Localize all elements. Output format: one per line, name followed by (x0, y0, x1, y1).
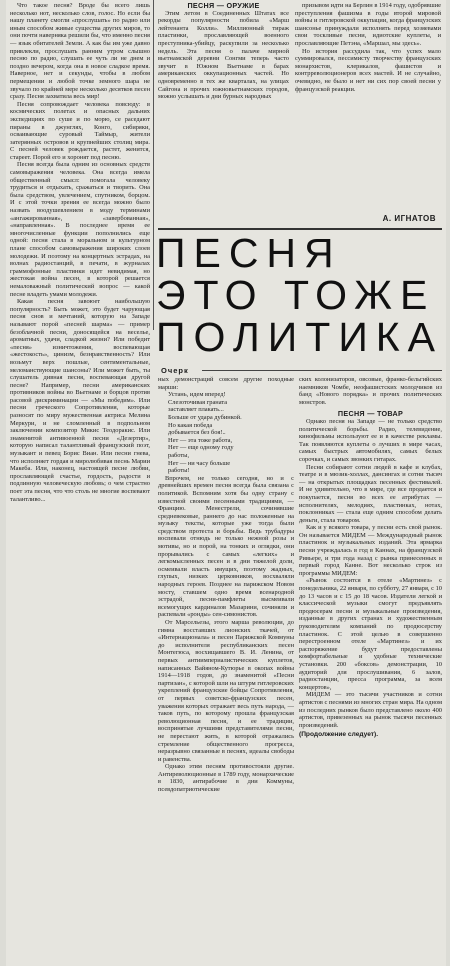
paragraph: Этим летом в Соединенных Штатах все рекорды популярности побила «Марш лейтенанта Колли». Миллионный тираж пластинки, прославляющей военного преступника-убийцу, раскупили за несколько недель. Эта песня о палаче мирной вьетнамской деревни Сонгми теперь часто звучит в Южном Вьетнаме в барах американских оккупационных частей. Но одновременно в тех же кварталах, на улицах Сайгона и прочих южновьетнамских городов, можно услышать и дни бурных народных (158, 9, 289, 101)
poem-line: добывается без боя!.. (168, 429, 226, 437)
paragraph: Как и у всякого товара, у песни есть свой рынок. Он называется МИДЕМ — Международный рынок пластинок и музыкальных изданий. Эта ярмарка песни учреждалась в год в Каннах, на французской Ривьере, и три года назад с рынка принесенных в первый город Канне. Вот несколько строк из программы МИДЕМ: (299, 524, 442, 577)
paragraph: Песня всегда была одним из основных средств самовыражения человека. Она всегда имела общественный смысл: помогала человеку трудиться и отдыхать, сражаться и творить. Она была средством, увлечением, спутником, борцом. И с этой точки зрения ее всегда можно было назвать воодушевлением в моду терминами «ангажированная», «завербованная», «направленная». В последнее время ее многочисленные функции пополнились еще одной: песня стала в моральном и культурном плане способом самовыражения широких слоев молодежи. И поэтому на концертных эстрадах, на волнах радиостанций, в печати, в журналах граммофонные пластинки идет невидимая, но жестокая война песен, в которой решается немаловажный политический вопрос — какой песне владеть умами молодежи. (10, 161, 150, 298)
column-divider (153, 0, 154, 330)
poem-line: Но какая победа (168, 421, 213, 429)
paragraph: «Рынок состоится в отеле «Мартинез» с понедельника, 22 января, по субботу, 27 января, с 10 до 13 часов и с 15 до 18 часов. Издатели легкой и классической музыки смогут предъявлять продюсерам песни и музыкальные произведения, изданные в других странах и художественным руководителям компаний по продюсерству пластинок. С этой целью в совершенно перестроенном отеле «Мартинез» и их распоряжение будут предоставлены комфортабельные и удобные технические установки. 200 «боксов» демонстрации, 10 аудиторий для прослушивания, 6 залов, радиостанции, пресса программа, за всем концертов», (299, 577, 442, 691)
column-1 (10, 2, 150, 960)
headline-line: ПОЛИТИКА (156, 314, 444, 360)
paragraph: Впрочем, не только сегодня, но и с древнейших времен песня всегда была связана с политикой. Вспомним хотя бы одну страну с известной своими песенными традициями, — Францию. Менестрели, сочинявшие средневековые, раннего до нас положенные на музыку тексты, которые уже тогда были средством протеста и борьбы. Ведь трубадуры воспевали отнюдь не только нежной розы и мотивы, но и порой, на тонких и оглядки, они прорывались с самых «легких» и легкомысленных песен и в дни тяжелой доли, осмеивали власть имущих, поэтому жадных, глупых, низких церковников, восхваляли народных героев. Позднее на парижском Новом мосту, ставшем одно время всенародной эстрадой, песни-памфлеты высмеивали всемогущих кардиналов Мазарини, сочиняли и распевали «ронды» сен-симонистов. (158, 474, 294, 619)
poem-line: работы, (168, 451, 190, 459)
paragraph: Что такое песня? Вроде бы всего лишь несколько нот, несколько слов, голос. Но если бы нашу планету смогли «прослушать» по радио или иным способом живые существа других миров, то они почти наверняка решили бы, что именно песня — язык обитателей Земли. А как бы им уже давно привлекли, прослушать ранним утром слышно песню по радио, слушать ее чуть ли не днем и поздно вечером, когда она в новое сладкое время. Наверное, нет и секунды, чтобы в любом пермещении и любой точке земного шара не звучало по крайней мере несколько десятков песен сразу. Песня захватила весь мир! (10, 2, 150, 101)
paragraph: От Марсельезы, этого марша революции, до гимна восставших лионских ткачей, от «Интернационала» и песен Парижской Коммуны до исполнителя республиканских песен Монтегюса, восхищавшего В. И. Ленина, от первых антиимпериалистических куплетов, написанных Вайяном-Кутюрье в окопах войны 1914—1918 годов, до знаменитой «Песни партизан», с которой шли на штурм гитлеровских укреплений французские бойцы Сопротивления, от первых советско-французских песен, уважения которых отражает весь путь народа, — таков путь, по которому прошла французская революционная песня, и ее традиции, воспринятые лучшими представителями песни, не перестают жить, в которой отражались стремление общественного прогресса, неразрывно связанные в песнях, идеалы свободы и равенства. (158, 619, 294, 763)
paragraph: Однако песня на Западе — не только средство политической борьбы. Радио, телевидение, кинофильмы используют ее и в качестве рекламы. Так появляются куплеты о лучших в мире часах, самых быстрых автомобилях, самых белых сорочках, и самых звонких гитарах. (299, 417, 442, 463)
paragraph: призывом идти на Берлин в 1914 году, одобрявшие преступления фашизма в годы второй мировой войны и гитлеровской оккупации, когда французских шансонье принуждали исполнять перед хозяевами свои тоскливые песни, идиотские куплеты, и прославляющие Петэна, «Маршал, мы здесь». (295, 2, 441, 47)
paragraph: Песни собирают сотни людей в кафе и клубах, театре и в мюзик-холлах, дансингах и сотни тысяч — на открытых площадках песенных фестивалей. И не удивительно, что в мире, где все продается и покупается, песня во всех ее атрибутах — исполнителях, мелодиях, пластинках, нотах, поклонниках — стала еще одним способом делать деньги, стала товаром. (299, 463, 442, 524)
poem-line: Нет — еще одному году (168, 444, 234, 452)
headline-line: ПЕСНЯ (156, 230, 342, 276)
poem-line: Нет — эта тоже работа, (168, 436, 233, 444)
section-heading-weapon: ПЕСНЯ — ОРУЖИЕ (187, 2, 260, 10)
poem-line: работы! (168, 467, 190, 475)
paragraph: Песня сопровождает человека повсюду: в космических полетах и опасных дальних экспедициях по суше и по морю, се раседают пираны в джунглях, Конго, сибиряки, осваивающие суровый Таймыр, жители затерянных островов и крупнейших столиц мира. С песней человек рождается, растет, женится, стареет. Порой его и хоронят под песню. (10, 100, 150, 161)
paragraph: Но история рассудила так, что успех мало суммировался, пессимисту творчеству французских монархистов, клерикалов, фашистов и контрреволюционеров всех мастей. И не случайно, очевидно, не было и нет ни сих пор своей песни у французской реакции. (295, 47, 441, 93)
column-3 (295, 2, 441, 200)
author-byline: А. ИГНАТОВ (382, 214, 436, 223)
column-2 (158, 2, 289, 244)
paragraph: ских колонизаторов, овсовые, франко-бельгийских наемников Чомбе, неофашистских молодчиков из банд «Нового порядка» и прочих политических монстров. (299, 376, 442, 406)
continued-note: (Продолжение следует). (299, 731, 379, 739)
rubric-rule (202, 370, 442, 371)
headline-line: ЭТО ТОЖЕ (156, 272, 436, 318)
column-4 (158, 376, 294, 960)
paragraph: Какая песня завоюет наибольшую популярность? Быть может, это будет чарующая песня снов и мечтаний, которую на Западе называют порой «песней шарма» — пример безоблачной песни, доносящейся на веселье, ароматных, удачи, сладкой жизни? Или победит «песня» изничтожения, воспевающая «жестокость», цинизм, безнравственность? Или возьмут верх пошлые, сентиментальные, меломанствующие шансоны? Или может быть, ты слушатель дивная песня, воспевающая другой песне? Например, песни американских противников войны во Вьетнаме и борцов против расовой дискриминации — «Мы победим». Или песни греческого Сопротивления, которые разносят по миру мужественная актриса Мелина Меркури, и не сломленный в подпольном заключении композитор Микис Теодоракис. Или знаменитой антивоенной песни «Дезертир», которую написал талантливый французский поэт, музыкант и певец Борис Виан. Или песни гнева, что исполняет гордая и миролюбивая песнь Марии Макеба. Или, наконец, настоящей песне любви, прославляющей счастье, гордость, радости и подлинную человеческую любовь; о чем страстно поет эта песня, что что столь не многие воспевают талантливо... (10, 298, 150, 503)
poem-line: Нет — ни часу больше (168, 459, 231, 467)
poem-line: Устань, идем вперед! (168, 391, 226, 399)
paragraph: Однако этим песням противостояли другие. Антиреволюционные в 1789 году, монархические в 1830, антирабочие в дни Коммуны, псевдопатриотические (158, 763, 294, 794)
article-headline (156, 232, 446, 358)
paragraph: МИДЕМ — это тысячи участников и сотни артистов с песнями из многих стран мира. На одном из последних рынков было представлено около 400 артистов, привезенных на рынок тысячи песенных произведений. (299, 691, 442, 729)
poem-line: Больше от удара дубинкой. (168, 413, 242, 421)
newspaper-page (6, 0, 446, 966)
rubric-label: Очерк (161, 366, 189, 375)
paragraph: ных демонстраций совсем другие походные марши: (158, 376, 294, 391)
poem-line: заставляет плакать... (168, 406, 224, 414)
poem-line: Слезоточивая граната (168, 398, 228, 406)
column-5 (299, 376, 442, 960)
section-heading-goods: ПЕСНЯ — ТОВАР (337, 409, 404, 419)
